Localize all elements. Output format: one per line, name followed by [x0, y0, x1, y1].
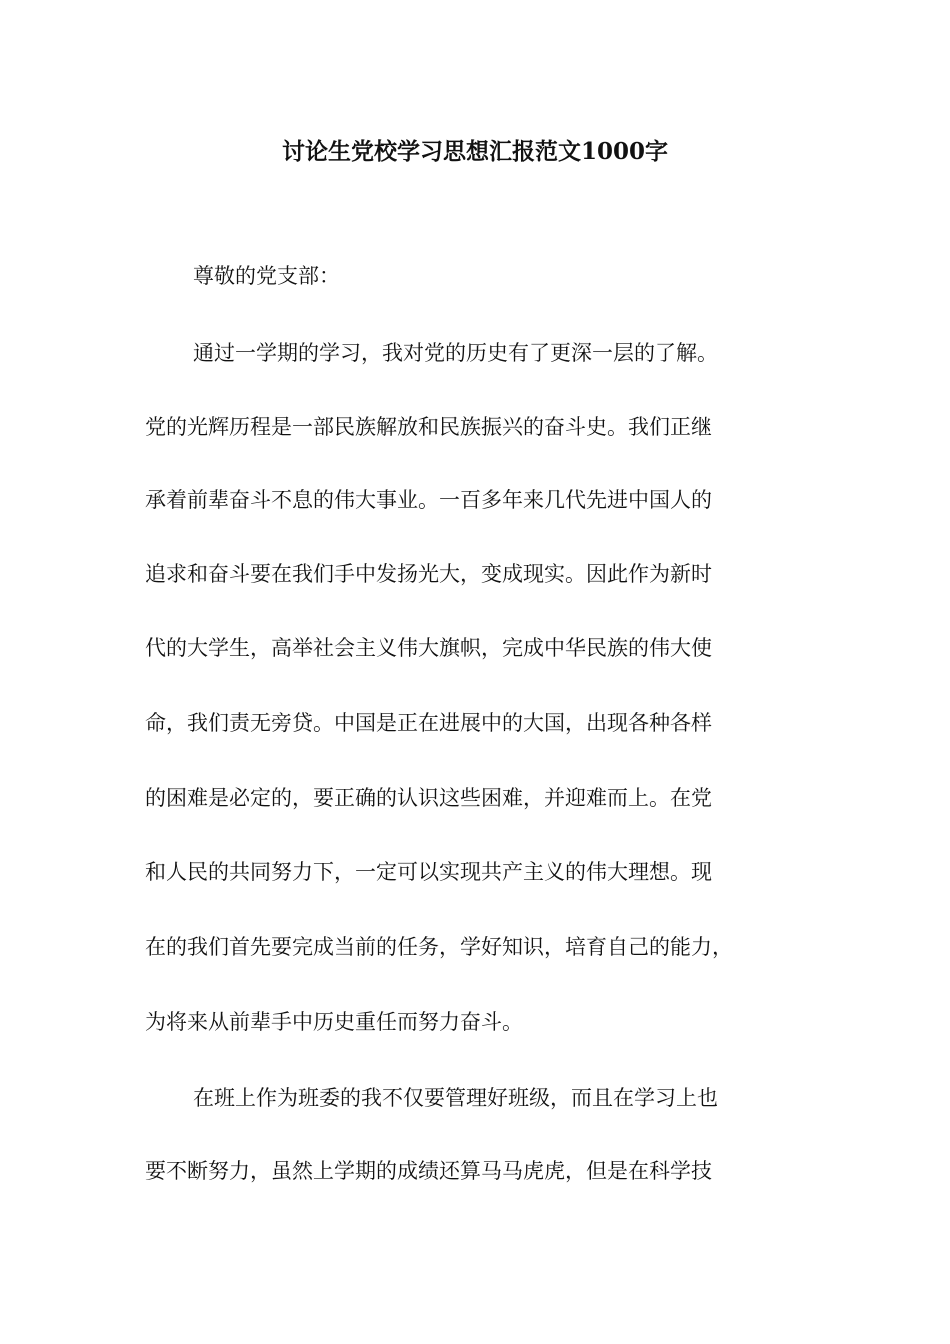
paragraph-line: 通过一学期的学习，我对党的历史有了更深一层的了解。 — [193, 341, 718, 365]
paragraph-line: 追求和奋斗要在我们手中发扬光大，变成现实。因此作为新时 — [145, 562, 712, 586]
paragraph-line: 在班上作为班委的我不仅要管理好班级，而且在学习上也 — [193, 1086, 718, 1110]
paragraph-line: 要不断努力，虽然上学期的成绩还算马马虎虎，但是在科学技 — [145, 1159, 712, 1183]
document-title: 讨论生党校学习思想汇报范文1000字 — [281, 138, 668, 165]
paragraph-line: 党的光辉历程是一部民族解放和民族振兴的奋斗史。我们正继 — [145, 415, 712, 439]
paragraph-line: 承着前辈奋斗不息的伟大事业。一百多年来几代先进中国人的 — [145, 488, 712, 512]
paragraph-line: 为将来从前辈手中历史重任而努力奋斗。 — [145, 1010, 523, 1034]
paragraph-line: 的困难是必定的，要正确的认识这些困难，并迎难而上。在党 — [145, 786, 712, 810]
paragraph-line: 在的我们首先要完成当前的任务，学好知识，培育自己的能力， — [145, 935, 733, 959]
paragraph-line: 代的大学生，高举社会主义伟大旗帜，完成中华民族的伟大使 — [145, 636, 712, 660]
salutation: 尊敬的党支部： — [193, 264, 340, 288]
paragraph-line: 命，我们责无旁贷。中国是正在进展中的大国，出现各种各样 — [145, 711, 712, 735]
paragraph-line: 和人民的共同努力下，一定可以实现共产主义的伟大理想。现 — [145, 860, 712, 884]
